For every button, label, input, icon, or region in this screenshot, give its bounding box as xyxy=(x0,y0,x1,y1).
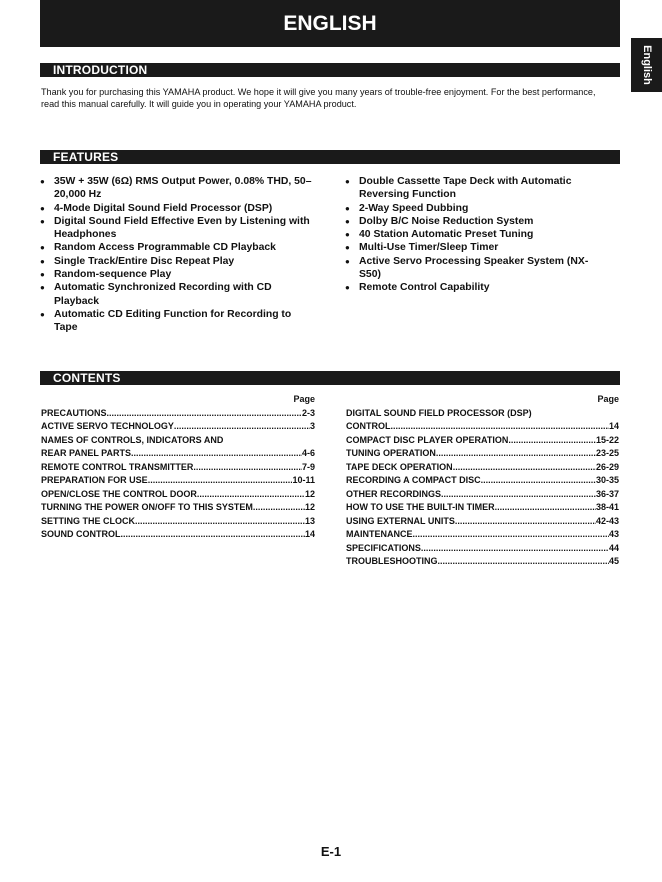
feature-item: ● 2-Way Speed Dubbing xyxy=(345,202,610,215)
feature-item: ● Active Servo Processing Speaker System (NX-S50) xyxy=(345,255,610,282)
toc-entry xyxy=(41,488,315,502)
toc-entry-title: RECORDING A COMPACT DISC xyxy=(346,475,481,485)
toc-entry-title: DIGITAL SOUND FIELD PROCESSOR (DSP) xyxy=(346,407,532,418)
toc-entry-page: 7-9 xyxy=(301,461,315,472)
page-title: ENGLISH xyxy=(283,11,377,35)
toc-entry-page: 3 xyxy=(309,421,315,431)
toc-entry-title: HOW TO USE THE BUILT-IN TIMER xyxy=(346,502,495,512)
toc-entry-title: REMOTE CONTROL TRANSMITTER xyxy=(41,461,194,472)
toc-leader-dots xyxy=(508,434,596,448)
toc-entry xyxy=(346,542,619,556)
toc-entry xyxy=(41,461,315,475)
feature-item: ● Random Access Programmable CD Playback xyxy=(40,241,315,254)
toc-entry-title: USING EXTERNAL UNITS xyxy=(346,515,455,526)
toc-entry-page: 38-41 xyxy=(595,502,619,512)
toc-entry-title: TURNING THE POWER ON/OFF TO THIS SYSTEM xyxy=(41,502,253,512)
toc-entry xyxy=(346,515,619,529)
toc-entry-page: 15-22 xyxy=(595,434,619,445)
toc-entry-title: PRECAUTIONS xyxy=(41,407,107,418)
features-heading-bar xyxy=(40,150,620,164)
toc-entry xyxy=(41,420,315,434)
toc-entry-title: PREPARATION FOR USE xyxy=(41,475,148,485)
contents-column-right xyxy=(346,393,619,569)
toc-entry-page: 45 xyxy=(608,556,619,566)
contents-column-left xyxy=(41,393,315,542)
feature-item: ● 35W + 35W (6Ω) RMS Output Power, 0.08% THD, 50–20,000 Hz xyxy=(40,175,315,202)
toc-entry xyxy=(346,488,619,502)
toc-entry-page: 36-37 xyxy=(595,488,619,499)
toc-entry xyxy=(41,434,315,448)
toc-entry xyxy=(41,474,315,488)
toc-entry-title: OPEN/CLOSE THE CONTROL DOOR xyxy=(41,488,197,499)
toc-leader-dots xyxy=(436,447,596,461)
features-list-right xyxy=(345,175,610,295)
toc-leader-dots xyxy=(131,447,302,461)
toc-entry xyxy=(346,447,619,461)
toc-entry xyxy=(346,434,619,448)
toc-leader-dots xyxy=(107,407,302,421)
toc-entry xyxy=(346,474,619,488)
feature-item: ● Dolby B/C Noise Reduction System xyxy=(345,215,610,228)
toc-leader-dots xyxy=(197,488,305,502)
toc-entry-page: 4-6 xyxy=(301,448,315,458)
toc-entry-page: 43 xyxy=(608,529,619,539)
toc-entry-title: TROUBLESHOOTING xyxy=(346,556,438,566)
toc-entry xyxy=(41,501,315,515)
feature-item: ● Automatic Synchronized Recording with CD Playback xyxy=(40,281,315,308)
toc-entry-title: TUNING OPERATION xyxy=(346,448,436,458)
toc-entry-page: 2-3 xyxy=(301,407,315,418)
language-tab-label: English xyxy=(640,45,653,85)
toc-entry xyxy=(346,501,619,515)
toc-entry xyxy=(346,555,619,569)
toc-entry-title: TAPE DECK OPERATION xyxy=(346,461,453,472)
introduction-heading-bar xyxy=(40,63,620,77)
feature-item: ● Automatic CD Editing Function for Recording to Tape xyxy=(40,308,315,335)
page-header xyxy=(40,0,620,47)
feature-item: ● Digital Sound Field Effective Even by Listening with Headphones xyxy=(40,215,315,242)
feature-item: ● Remote Control Capability xyxy=(345,281,610,294)
toc-entry-page: 14 xyxy=(608,421,619,431)
toc-entry-page: 26-29 xyxy=(595,461,619,472)
toc-entry xyxy=(346,461,619,475)
toc-entry-title: NAMES OF CONTROLS, INDICATORS AND xyxy=(41,434,224,445)
toc-entry xyxy=(41,407,315,421)
toc-entry-page: 14 xyxy=(304,529,315,539)
page-column-label: Page xyxy=(597,394,619,404)
toc-leader-dots xyxy=(438,555,609,569)
toc-entry-title: OTHER RECORDINGS xyxy=(346,488,442,499)
introduction-heading: INTRODUCTION xyxy=(53,63,148,77)
toc-leader-dots xyxy=(481,474,596,488)
toc-entry-title: REAR PANEL PARTS xyxy=(41,448,132,458)
toc-entry xyxy=(41,447,315,461)
toc-entry xyxy=(346,407,619,421)
feature-item: ● Double Cassette Tape Deck with Automatic Reversing Function xyxy=(345,175,610,202)
toc-entry-title: SPECIFICATIONS xyxy=(346,542,421,553)
toc-entry-title: SOUND CONTROL xyxy=(41,529,121,539)
toc-entry-page: 23-25 xyxy=(595,448,619,458)
toc-leader-dots xyxy=(421,542,609,556)
feature-item: ● 40 Station Automatic Preset Tuning xyxy=(345,228,610,241)
toc-leader-dots xyxy=(121,528,305,542)
toc-entry-page: 42-43 xyxy=(595,515,619,526)
toc-entry-title: CONTROL xyxy=(346,421,391,431)
toc-entry-page: 12 xyxy=(304,502,315,512)
toc-entry-title: COMPACT DISC PLAYER OPERATION xyxy=(346,434,509,445)
toc-leader-dots xyxy=(413,528,609,542)
toc-entry-page: 13 xyxy=(304,515,315,526)
toc-leader-dots xyxy=(495,501,596,515)
toc-entry-page: 30-35 xyxy=(595,475,619,485)
toc-leader-dots xyxy=(441,488,596,502)
toc-leader-dots xyxy=(148,474,293,488)
toc-entry xyxy=(41,515,315,529)
introduction-text: Thank you for purchasing this YAMAHA product. We hope it will give you many years of trouble-free enjoyment. For the best performance, read this manual carefully. It will guide you in operating your YAMAHA product. xyxy=(41,87,596,109)
features-heading: FEATURES xyxy=(53,150,119,164)
toc-entry-page: 44 xyxy=(608,542,619,553)
feature-item: ● Random-sequence Play xyxy=(40,268,315,281)
toc-leader-dots xyxy=(174,420,310,434)
toc-leader-dots xyxy=(135,515,305,529)
toc-entry-title: SETTING THE CLOCK xyxy=(41,515,135,526)
toc-entry-page: 10-11 xyxy=(292,475,315,485)
page-number: E-1 xyxy=(320,844,342,859)
features-list-left xyxy=(40,175,315,335)
toc-leader-dots xyxy=(193,461,302,475)
toc-entry-title: MAINTENANCE xyxy=(346,529,413,539)
toc-leader-dots xyxy=(453,461,596,475)
toc-entry xyxy=(346,528,619,542)
page-column-label: Page xyxy=(293,394,315,404)
contents-heading-bar xyxy=(40,371,620,385)
feature-item: ● Multi-Use Timer/Sleep Timer xyxy=(345,241,610,254)
feature-item: ● Single Track/Entire Disc Repeat Play xyxy=(40,255,315,268)
language-tab xyxy=(631,38,662,92)
feature-item: ● 4-Mode Digital Sound Field Processor (DSP) xyxy=(40,202,315,215)
toc-leader-dots xyxy=(391,420,609,434)
toc-leader-dots xyxy=(455,515,596,529)
toc-entry xyxy=(41,528,315,542)
toc-leader-dots xyxy=(253,501,305,515)
contents-heading: CONTENTS xyxy=(53,371,121,385)
toc-entry-title: ACTIVE SERVO TECHNOLOGY xyxy=(41,421,174,431)
toc-entry-page: 12 xyxy=(304,488,315,499)
toc-entry xyxy=(346,420,619,434)
